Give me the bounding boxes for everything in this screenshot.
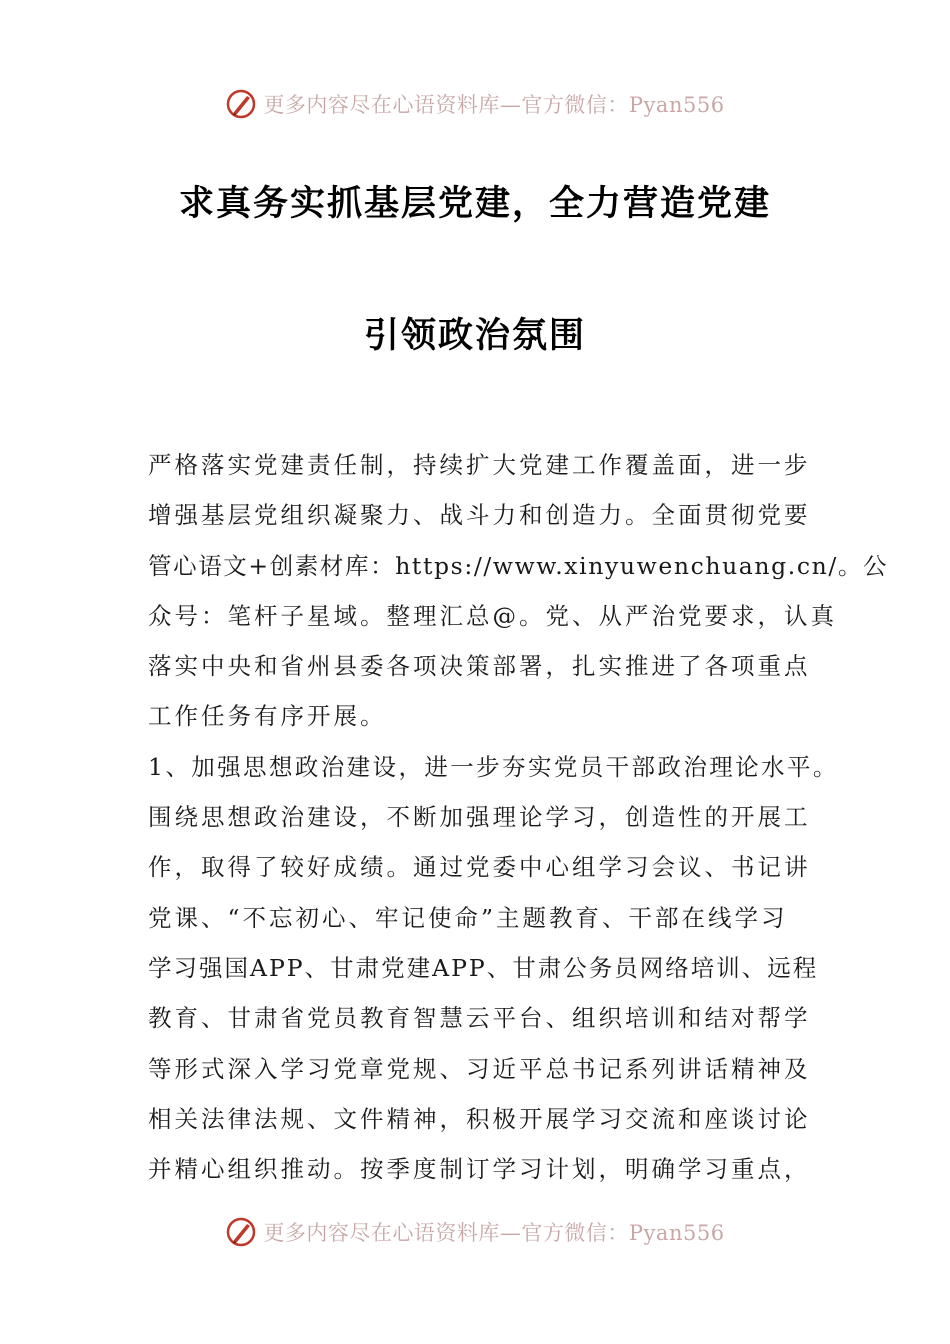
body-line: 众号：笔杆子星域。整理汇总@。党、从严治党要求，认真 (148, 601, 837, 630)
body-line: 等形式深入学习党章党规、习近平总书记系列讲话精神及 (148, 1054, 811, 1083)
body-line: 1、加强思想政治建设，进一步夯实党员干部政治理论水平。 (148, 752, 839, 781)
body-line: 工作任务有序开展。 (148, 702, 387, 731)
body-line: 作，取得了较好成绩。通过党委中心组学习会议、书记讲 (148, 853, 811, 882)
body-line: 相关法律法规、文件精神，积极开展学习交流和座谈讨论 (148, 1104, 811, 1133)
body-line: 增强基层党组织凝聚力、战斗力和创造力。全面贯彻党要 (148, 501, 811, 530)
body-line: 教育、甘肃省党员教育智慧云平台、组织培训和结对帮学 (148, 1004, 811, 1033)
footer-banner-text: 更多内容尽在心语资料库—官方微信：Pyan556 (263, 1221, 725, 1245)
body-line: 管心语文+创素材库：https://www.xinyuwenchuang.cn/。公 (148, 551, 889, 580)
body-line: 严格落实党建责任制，持续扩大党建工作覆盖面，进一步 (148, 451, 811, 479)
header-banner (0, 84, 950, 124)
document-title-line-1: 求真务实抓基层党建，全力营造党建 (178, 183, 771, 224)
footer-banner (0, 1212, 950, 1252)
body-line: 并精心组织推动。按季度制订学习计划，明确学习重点， (148, 1155, 811, 1184)
body-line: 党课、“不忘初心、牢记使命”主题教育、干部在线学习 (148, 903, 788, 932)
body-line: 学习强国APP、甘肃党建APP、甘肃公务员网络培训、远程 (148, 953, 819, 982)
quill-pen-logo-icon (225, 1216, 257, 1248)
body-line: 落实中央和省州县委各项决策部署，扎实推进了各项重点 (148, 652, 811, 681)
quill-pen-logo-icon (225, 88, 257, 120)
document-title-line-2: 引领政治氛围 (363, 315, 586, 356)
body-line: 围绕思想政治建设，不断加强理论学习，创造性的开展工 (148, 803, 811, 832)
header-banner-text: 更多内容尽在心语资料库—官方微信：Pyan556 (263, 93, 725, 117)
document-body (148, 440, 889, 1194)
